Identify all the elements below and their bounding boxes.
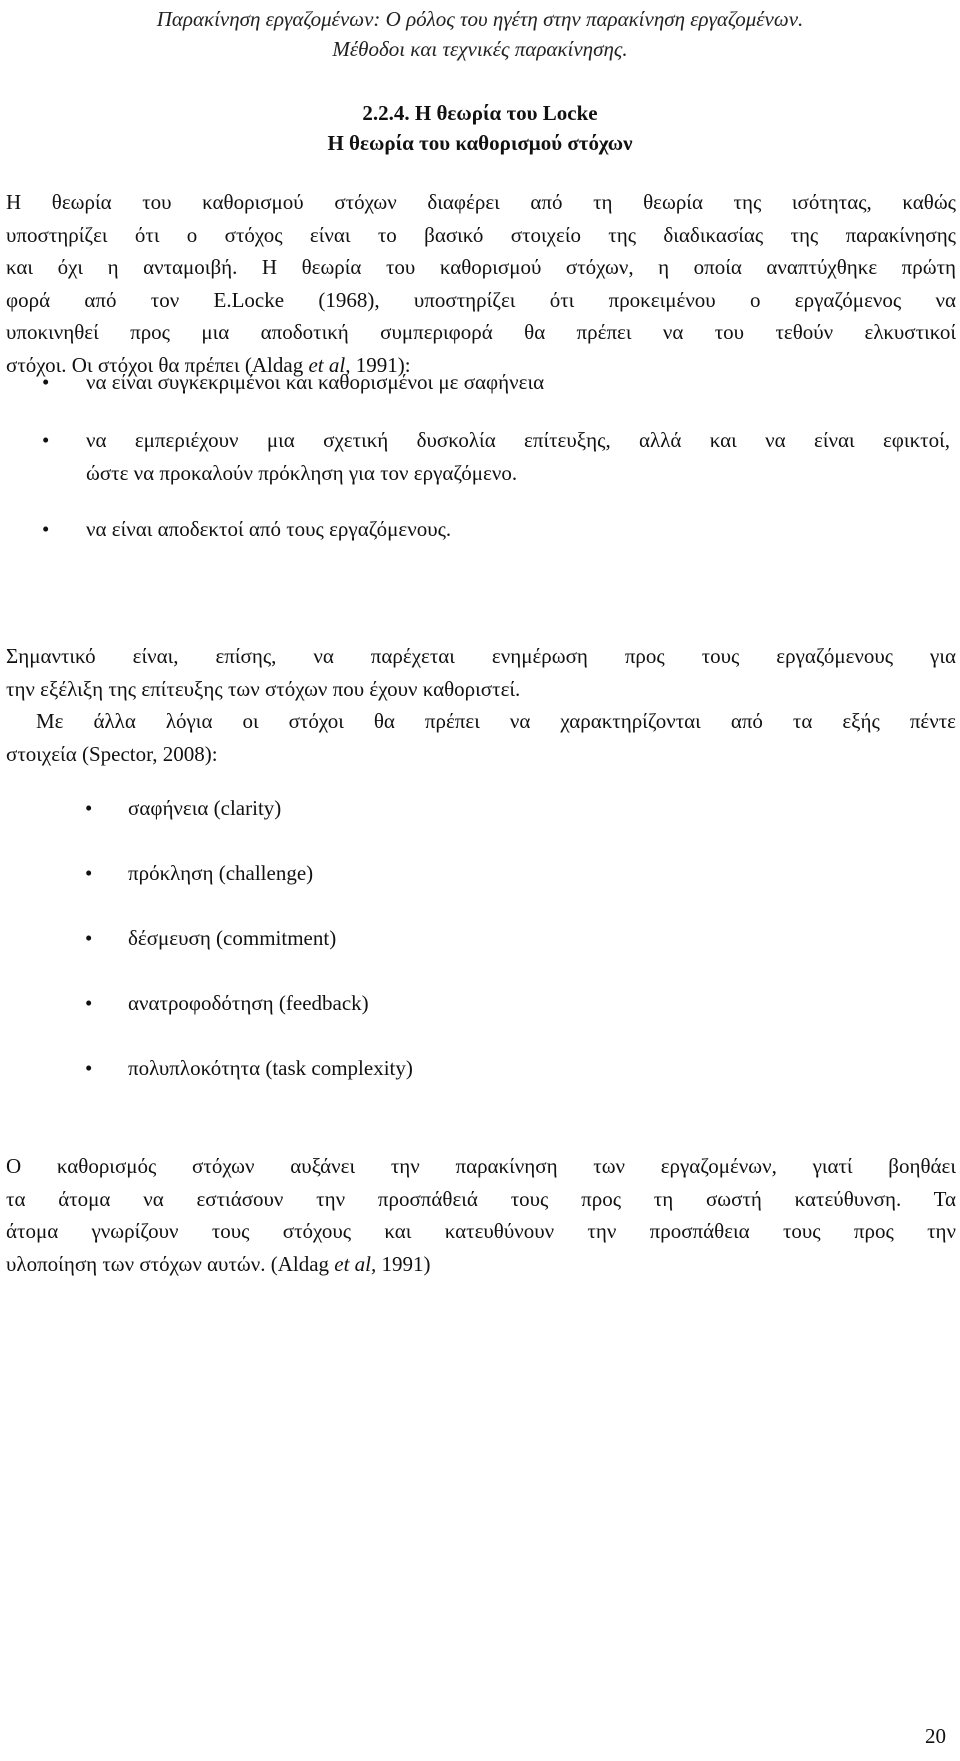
running-header [0,4,960,64]
bullet-icon: • [85,796,93,820]
list-item-text: σαφήνεια (clarity) [128,796,282,820]
paragraph-conclusion [6,1150,956,1280]
list-item-text: ανατροφοδότηση (feedback) [128,991,369,1015]
bullet-icon: • [85,1056,93,1080]
bullet-icon: • [42,517,50,541]
text-line: άτομα γνωρίζουν τους στόχους και κατευθύνουν την προσπάθεια τους προς την [6,1219,956,1244]
citation-et-al: et al, [308,352,351,377]
bullet-icon: • [85,926,93,950]
list-item-text: να είναι αποδεκτοί από τους εργαζόμενους. [86,517,452,541]
text-line: στοιχεία (Spector, 2008): [6,741,218,766]
text-line: Σημαντικό είναι, επίσης, να παρέχεται ενημέρωση προς τους εργαζόμενους για [6,644,956,668]
section-heading [0,98,960,158]
text-line: υποστηρίζει ότι ο στόχος είναι το βασικό στοιχείο της διαδικασίας της παρακίνησης [6,222,956,247]
list-item-text: ώστε να προκαλούν πρόκληση για τον εργαζόμενο. [86,460,518,485]
page-number: 20 [925,1724,946,1748]
running-header-line-2: Μέθοδοι και τεχνικές παρακίνησης. [332,37,628,61]
text-line: την εξέλιξη της επίτευξης των στόχων που έχουν καθοριστεί. [6,676,521,701]
bullet-icon: • [42,370,50,394]
text-line: και όχι η ανταμοιβή. Η θεωρία του καθορισμού στόχων, η οποία αναπτύχθηκε πρώτη [6,255,956,280]
text-line: Με άλλα λόγια οι στόχοι θα πρέπει να χαρακτηρίζονται από τα εξής πέντε [6,709,956,734]
text-line: τα άτομα να εστιάσουν την προσπάθειά τους προς τη σωστή κατεύθυνση. Τα [6,1186,956,1211]
paragraph-feedback [6,640,956,770]
bullet-icon: • [85,861,93,885]
list-item-text: δέσμευση (commitment) [128,926,337,950]
citation-et-al: et al, [334,1251,377,1276]
text-line: υποκινηθεί προς μια αποδοτική συμπεριφορά θα πρέπει να του τεθούν ελκυστικοί [6,320,956,345]
text-line-with-citation [6,1248,956,1281]
list-item-text: πολυπλοκότητα (task complexity) [128,1056,413,1080]
section-title: 2.2.4. Η θεωρία του Locke [362,101,598,125]
bullet-icon: • [42,428,50,452]
list-item-text: να εμπεριέχουν μια σχετική δυσκολία επίτευξης, αλλά και να είναι εφικτοί, [86,428,950,452]
bullet-icon: • [85,991,93,1015]
running-header-line-1: Παρακίνηση εργαζομένων: Ο ρόλος του ηγέτη στην παρακίνηση εργαζομένων. [156,7,804,31]
text-line: φορά από τον E.Locke (1968), υποστηρίζει ότι προκειμένου ο εργαζόμενος να [6,287,956,312]
paragraph-intro [6,186,956,382]
citation-year: 1991): [350,352,411,377]
text-line: Η θεωρία του καθορισμού στόχων διαφέρει από τη θεωρία της ισότητας, καθώς [6,190,956,214]
list-item-text: να είναι συγκεκριμένοι και καθορισμένοι με σαφήνεια [86,370,545,394]
list-item-text: πρόκληση (challenge) [128,861,314,885]
section-subtitle: Η θεωρία του καθορισμού στόχων [327,131,633,155]
citation-lead: στόχοι. Οι στόχοι θα πρέπει (Aldag [6,352,309,377]
text-line: Ο καθορισμός στόχων αυξάνει την παρακίνηση των εργαζομένων, γιατί βοηθάει [6,1154,956,1178]
citation-lead: υλοποίηση των στόχων αυτών. (Aldag [6,1251,335,1276]
citation-year: 1991) [376,1251,431,1276]
